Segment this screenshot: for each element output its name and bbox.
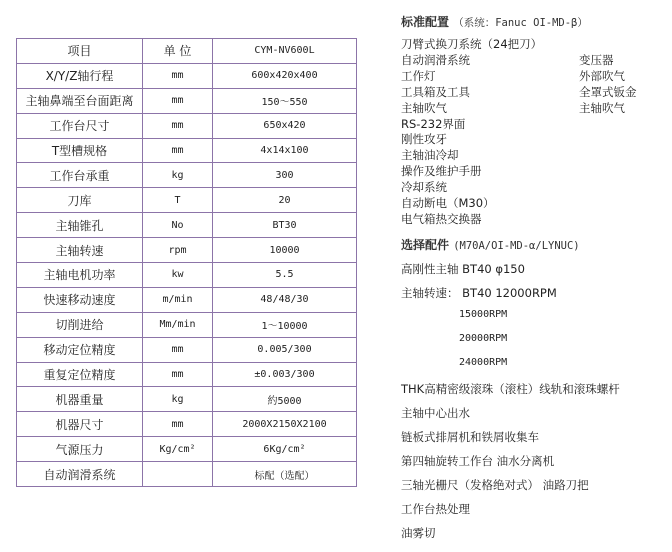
cell-unit: kg	[143, 163, 213, 188]
cell-unit: mm	[143, 138, 213, 163]
table-row	[17, 362, 357, 387]
cell-item: 刀库	[17, 188, 143, 213]
table-row	[17, 387, 357, 412]
table-row	[17, 213, 357, 238]
cell-value: 約5000	[213, 387, 357, 412]
table-row	[17, 412, 357, 437]
table-row	[17, 113, 357, 138]
optional-config-system: (M70A/OI-MD-α/LYNUC)	[453, 240, 580, 252]
cell-item: 重复定位精度	[17, 362, 143, 387]
cell-unit: No	[143, 213, 213, 238]
list-item: THK高精密级滚珠（滚柱）线轨和滚珠螺杆	[401, 382, 620, 396]
table-row	[17, 63, 357, 88]
cell-value: 5.5	[213, 263, 357, 288]
list-item: 主轴吹气	[579, 100, 625, 115]
cell-item: 工作台承重	[17, 163, 143, 188]
cell-unit: mm	[143, 63, 213, 88]
spec-table	[16, 38, 357, 487]
cell-unit: mm	[143, 88, 213, 113]
list-item: 20000RPM	[459, 333, 508, 344]
table-row	[17, 312, 357, 337]
cell-unit: Mm/min	[143, 312, 213, 337]
list-item: 刀臂式换刀系统（24把刀）	[401, 37, 543, 51]
cell-value: BT30	[213, 213, 357, 238]
table-row	[17, 287, 357, 312]
list-item: 24000RPM	[459, 357, 508, 368]
list-item: 主轴油冷却	[401, 148, 459, 163]
cell-value: 10000	[213, 238, 357, 263]
table-row	[17, 462, 357, 487]
cell-unit: Kg/cm²	[143, 437, 213, 462]
cell-value: ±0.003/300	[213, 362, 357, 387]
list-item: 工作灯	[401, 68, 436, 83]
table-row	[17, 88, 357, 113]
cell-value: 4x14x100	[213, 138, 357, 163]
spec-table-body	[17, 39, 357, 487]
cell-item: 主轴鼻端至台面距离	[17, 88, 143, 113]
list-item: 油雾切	[401, 526, 436, 540]
list-item: 操作及维护手册	[401, 164, 482, 179]
table-row	[17, 263, 357, 288]
list-item: 工作台热处理	[401, 502, 470, 516]
list-item: 15000RPM	[459, 309, 508, 320]
cell-unit: rpm	[143, 238, 213, 263]
cell-value: 1～10000	[213, 312, 357, 337]
cell-value: 150～550	[213, 88, 357, 113]
cell-item: T型槽规格	[17, 138, 143, 163]
cell-value: 0.005/300	[213, 337, 357, 362]
list-item: 外部吹气	[579, 68, 625, 83]
cell-item: X/Y/Z轴行程	[17, 63, 143, 88]
cell-value: 650x420	[213, 113, 357, 138]
cell-item: 主轴电机功率	[17, 263, 143, 288]
standard-config-title: 标准配置	[401, 15, 450, 29]
list-item: 刚性攻牙	[401, 132, 447, 147]
optional-config-title: 选择配件	[401, 238, 450, 252]
table-row	[17, 188, 357, 213]
table-row	[17, 238, 357, 263]
list-item: 主轴中心出水	[401, 406, 470, 420]
cell-value: 20	[213, 188, 357, 213]
list-item: 主轴吹气	[401, 100, 447, 115]
cell-item: 切削进给	[17, 312, 143, 337]
cell-value: 300	[213, 163, 357, 188]
optional-config-heading	[401, 236, 580, 253]
cell-value: 48/48/30	[213, 287, 357, 312]
list-item: 第四轴旋转工作台 油水分离机	[401, 454, 555, 468]
cell-value: 2000X2150X2100	[213, 412, 357, 437]
cell-unit	[143, 462, 213, 487]
cell-unit: kw	[143, 263, 213, 288]
table-header-row	[17, 39, 357, 64]
cell-unit: kg	[143, 387, 213, 412]
list-item: 主轴转速： BT40 12000RPM	[401, 286, 557, 300]
table-row	[17, 138, 357, 163]
cell-unit: mm	[143, 362, 213, 387]
header-model: CYM-NV600L	[213, 39, 357, 64]
cell-value: 600x420x400	[213, 63, 357, 88]
table-row	[17, 163, 357, 188]
list-item: 冷却系统	[401, 180, 447, 195]
cell-value: 标配（选配）	[213, 462, 357, 487]
cell-item: 主轴转速	[17, 238, 143, 263]
cell-unit: T	[143, 188, 213, 213]
cell-item: 自动润滑系统	[17, 462, 143, 487]
cell-item: 机器尺寸	[17, 412, 143, 437]
list-item: 高刚性主轴 BT40 φ150	[401, 262, 525, 276]
cell-unit: mm	[143, 113, 213, 138]
cell-item: 移动定位精度	[17, 337, 143, 362]
list-item: 全罩式钣金	[579, 84, 637, 99]
list-item: 自动润滑系统	[401, 52, 470, 67]
list-item: 链板式排屑机和铁屑收集车	[401, 430, 539, 444]
cell-value: 6Kg/cm²	[213, 437, 357, 462]
standard-config-system: （系统：Fanuc OI-MD-β）	[453, 17, 588, 29]
table-row	[17, 337, 357, 362]
header-item: 项目	[17, 39, 143, 64]
standard-config-heading	[401, 13, 588, 30]
cell-item: 主轴锥孔	[17, 213, 143, 238]
table-row	[17, 437, 357, 462]
header-unit: 单 位	[143, 39, 213, 64]
list-item: 电气箱热交换器	[401, 211, 482, 226]
list-item: 自动断电（M30）	[401, 196, 495, 210]
cell-item: 快速移动速度	[17, 287, 143, 312]
cell-unit: m/min	[143, 287, 213, 312]
list-item: 变压器	[579, 53, 614, 67]
list-item: RS-232界面	[401, 116, 466, 131]
cell-unit: mm	[143, 337, 213, 362]
cell-item: 机器重量	[17, 387, 143, 412]
cell-item: 气源压力	[17, 437, 143, 462]
cell-unit: mm	[143, 412, 213, 437]
cell-item: 工作台尺寸	[17, 113, 143, 138]
list-item: 三轴光栅尺（发格绝对式） 油路刀把	[401, 478, 589, 492]
list-item: 工具箱及工具	[401, 84, 470, 99]
